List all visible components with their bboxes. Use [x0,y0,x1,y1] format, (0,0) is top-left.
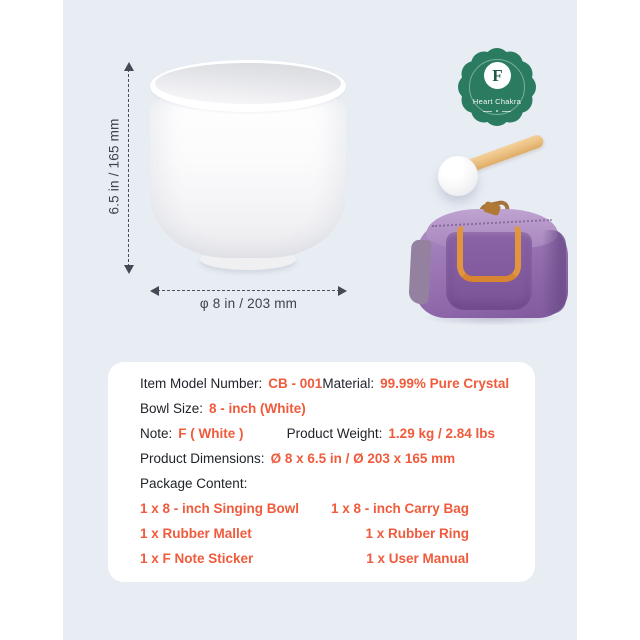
spec-item-model [140,376,322,391]
package-item: 1 x F Note Sticker [140,551,254,566]
spec-row-package-header [140,471,495,496]
height-dimension [106,62,136,274]
spec-row-model-material [140,371,510,396]
width-dimension-label: φ 8 in / 203 mm [199,296,298,311]
package-item: 1 x Rubber Mallet [140,526,252,541]
spec-label: Product Weight: [286,426,383,441]
package-item: 1 x Rubber Ring [365,526,469,541]
carry-bag-illustration [410,204,574,324]
bag-front-handle [457,226,521,282]
spec-label: Note: [140,426,173,441]
spec-value: 99.99% Pure Crystal [380,376,510,391]
arrow-up-icon [124,62,134,71]
spec-label: Item Model Number: [140,376,263,391]
spec-label: Bowl Size: [140,401,204,416]
badge-chakra-label: Heart Chakra [472,97,522,106]
package-row-3 [140,546,495,571]
bag-side-pocket [408,240,431,305]
mallet-illustration [432,126,557,202]
arrow-left-icon [150,286,159,296]
badge-note-circle [484,62,511,89]
package-item: 1 x User Manual [366,551,469,566]
package-item: 1 x 8 - inch Carry Bag [330,501,469,516]
spec-label: Material: [322,376,375,391]
spec-row-bowl-size [140,396,495,421]
mallet-ball [438,156,478,196]
package-row-2 [140,521,495,546]
spec-row-note-weight [140,421,495,446]
badge-note-letter: F [492,66,503,85]
arrow-right-icon [338,286,347,296]
package-content-label: Package Content: [140,476,248,491]
spec-value: Ø 8 x 6.5 in / Ø 203 x 165 mm [270,451,456,466]
spec-value: 8 - inch (White) [209,401,306,416]
badge-divider [458,110,536,112]
spec-material [322,376,509,391]
package-item: 1 x 8 - inch Singing Bowl [140,501,300,516]
dimension-line-vertical [128,69,129,267]
spec-product-dimensions [140,451,455,466]
spec-weight [287,426,495,441]
package-row-1 [140,496,495,521]
spec-value: CB - 001 [268,376,323,391]
note-badge [458,48,536,126]
bag-side-shadow [542,230,566,314]
height-dimension-label: 6.5 in / 165 mm [106,118,122,215]
spec-value: F ( White ) [178,426,244,441]
spec-card [108,362,535,582]
dimension-line-horizontal [157,290,340,291]
spec-label: Product Dimensions: [140,451,265,466]
spec-note [140,426,244,441]
singing-bowl-illustration [150,60,346,272]
arrow-down-icon [124,265,134,274]
bowl-inner-cavity [155,63,341,104]
bowl-rim [150,60,346,112]
spec-value: 1.29 kg / 2.84 lbs [388,426,495,441]
spec-row-dimensions [140,446,495,471]
spec-bowl-size [140,401,306,416]
